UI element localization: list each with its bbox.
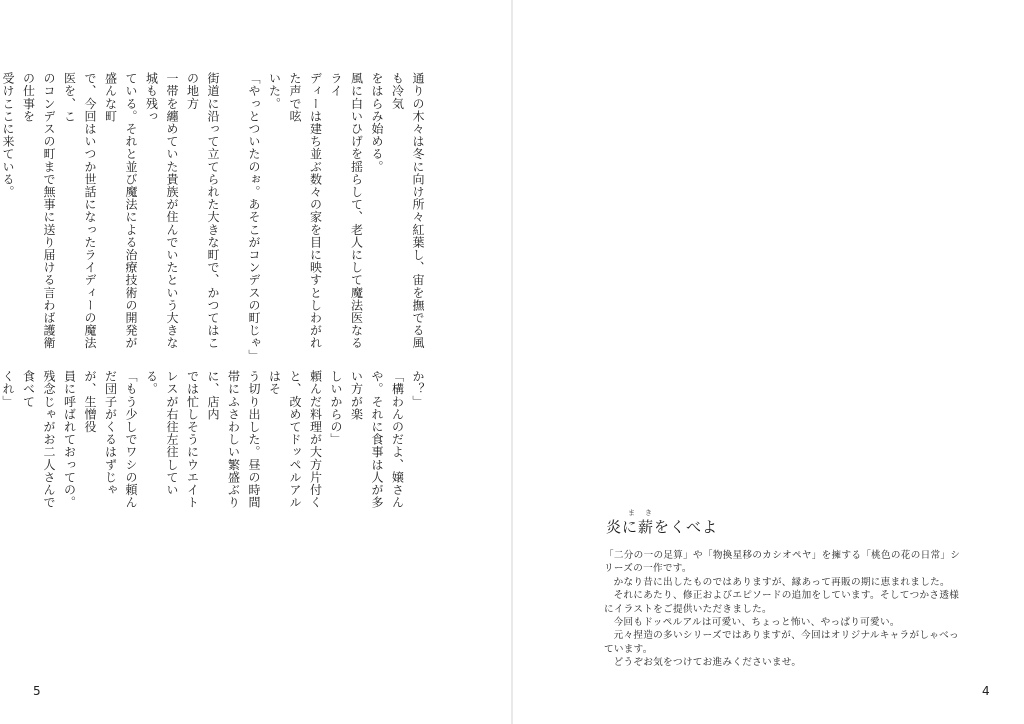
gutter bbox=[511, 0, 513, 724]
story-upper-text bbox=[1, 72, 428, 362]
story-line bbox=[223, 72, 244, 358]
story-line: では忙しそうにウエイトレスが右往左往している。 bbox=[144, 370, 200, 509]
story-upper-block bbox=[1, 72, 428, 362]
title-ruby: まき bbox=[628, 509, 662, 517]
story-line: くれ」 bbox=[1, 370, 15, 408]
story-line: 風に白いひげを揺らして、老人にして魔法医なるライ bbox=[329, 72, 364, 350]
page-number-right: 4 bbox=[982, 684, 990, 698]
story-line: 頼んだ料理が大方片付くと、改めてドッペルアルはそ bbox=[267, 370, 323, 509]
afterword-paragraph: 元々捏造の多いシリーズではありますが、今回はオリジナルキャラがしゃべっています。 bbox=[604, 630, 959, 655]
story-line: う切り出した。昼の時間帯にふさわしい繁盛ぶりに、店内 bbox=[206, 370, 261, 509]
story-line: か？」 bbox=[411, 370, 425, 408]
story-line: 一帯を纏めていた貴族が住んでいたという大きな城も残っ bbox=[144, 72, 179, 350]
story-line: 通りの木々は冬に向け所々紅葉し、宙を撫でる風も冷気 bbox=[390, 72, 425, 350]
story-line: 「やっとついたのぉ。あそこがコンデスの町じゃ」 bbox=[247, 72, 261, 362]
story-line: 街道に沿って立てられた大きな町で、かつてはこの地方 bbox=[185, 72, 220, 350]
afterword-paragraph: どうぞお気をつけてお進みくださいませ。 bbox=[613, 657, 802, 669]
title-text: 炎に薪をくべよ bbox=[606, 518, 719, 536]
afterword-block bbox=[604, 508, 964, 670]
afterword-paragraph: かなり昔に出したものではありますが、縁あって再販の期に恵まれました。 bbox=[613, 576, 950, 588]
story-line: 「もう少しでワシの頼んだ団子がくるはずじゃが、生憎役 bbox=[83, 370, 138, 509]
story-line: で、今回はいつか世話になったライディーの魔法医を、こ bbox=[62, 72, 97, 350]
afterword-paragraph: 「二分の一の足算」や「物換星移のカシオペヤ」を擁する「桃色の花の日常」シリーズの一作です。 bbox=[604, 550, 961, 575]
afterword-paragraph: 今回もドッペルアルは可愛い、ちょっと怖い、やっぱり可愛い。 bbox=[613, 617, 900, 629]
story-lower-block bbox=[1, 370, 428, 510]
story-line: 受けここに来ている。 bbox=[1, 72, 15, 198]
story-line: いた。 bbox=[267, 72, 282, 110]
page-number-left: 5 bbox=[33, 684, 41, 698]
story-line: しいからの」 bbox=[329, 370, 343, 446]
story-line: 「構わんのだよ、嬢さんや。それに食事は人が多い方が楽 bbox=[349, 370, 405, 509]
afterword-title bbox=[606, 508, 964, 537]
story-line: をはらみ始める。 bbox=[370, 72, 384, 173]
story-line: ディーは建ち並ぶ数々の家を目に映すとしわがれた声で呟 bbox=[288, 72, 323, 350]
story-line: のコンデスの町まで無事に送り届ける言わば護衛の仕事を bbox=[21, 72, 56, 350]
story-line: 員に呼ばれておっての。残念じゃがお二人さんで食べて bbox=[21, 370, 77, 509]
story-line: ている。それと並び魔法による治療技術の開発が盛んな町 bbox=[103, 72, 138, 350]
story-lower-text bbox=[1, 370, 428, 510]
afterword-paragraph: それにあたり、修正およびエピソードの追加をしています。そしてつかさ透様にイラストをご提供いただきました。 bbox=[604, 590, 960, 615]
